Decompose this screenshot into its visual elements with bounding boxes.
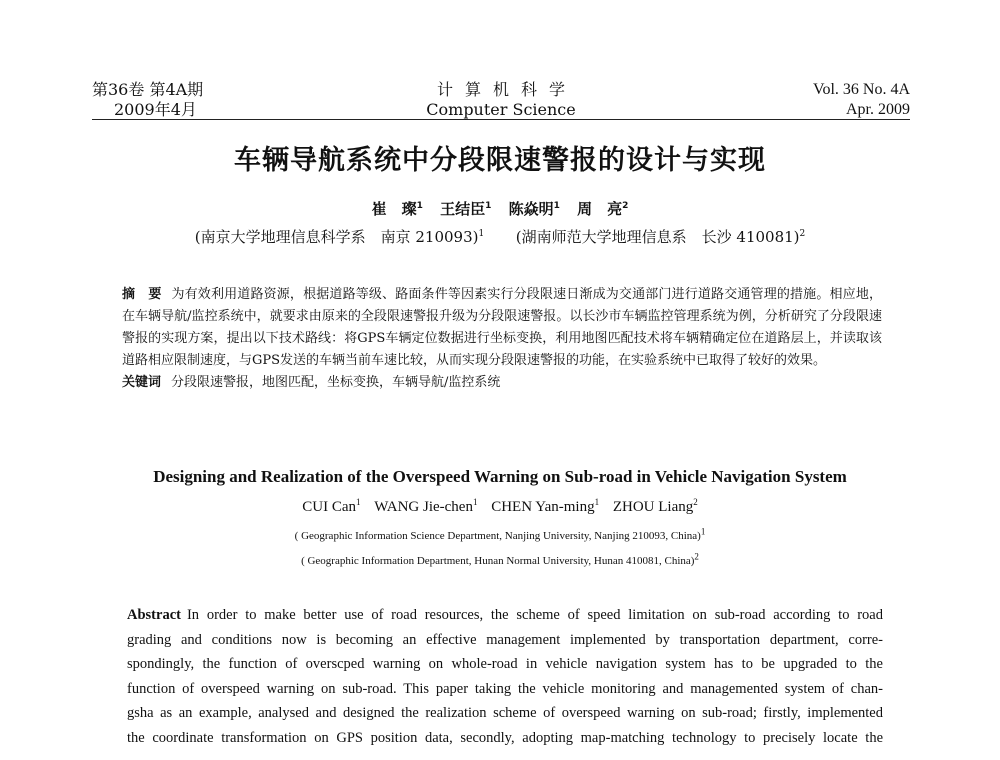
author-cn: 陈焱明$^1$ [508, 200, 560, 218]
paper-title-en: Designing and Realization of the Overspeed Warning on Sub-road in Vehicle Navigation System [153, 467, 847, 486]
paper-title-cn: 车辆导航系统中分段限速警报的设计与实现 [234, 145, 766, 176]
abstract-en-line: gsha as an example, analysed and designed the realization scheme of overspeed warning on sub-road; firstly, implemented [127, 705, 883, 721]
abstract-en-line: function of overspeed warning on sub-road. This paper taking the vehicle monitoring and managemented system of chan- [127, 680, 883, 697]
journal-name-cn: 计算机科学 [436, 80, 577, 99]
author-cn: 崔 璨$^1$ [371, 200, 423, 218]
abstract-en-line: Abstract In order to make better use of road resources, the scheme of speed limitation on sub-road according to road [127, 607, 883, 623]
abstract-en-line: the coordinate transformation on GPS position data, secondly, adopting map-matching technology to precisely locate the [127, 729, 883, 746]
author-en: CUI Can$^1$ [302, 497, 361, 515]
keywords-cn [122, 372, 882, 394]
volume-issue-en: Vol. 36 No. 4A [812, 81, 910, 98]
affiliations-cn [0, 226, 1000, 247]
header-rule [92, 119, 910, 120]
publication-date-en: Apr. 2009 [846, 101, 910, 118]
abstract-en-line: grading and conditions now is becoming an effective management implemented by transportation department, corre- [127, 631, 883, 648]
header-center [92, 80, 910, 120]
abstract-cn [122, 284, 882, 394]
affiliation-cn: (南京大学地理信息科学系 南京 210093)$^1$ [194, 228, 485, 246]
abstract-cn-label: 摘 要 [122, 287, 162, 302]
author-cn: 周 亮$^2$ [577, 200, 629, 218]
keywords-cn-label: 关键词 [122, 375, 162, 390]
publication-date-cn: 2009年4月 [114, 100, 197, 119]
abstract-cn-text: 为有效利用道路资源，根据道路等级、路面条件等因素实行分段限速日渐成为交通部门进行道路交通管理的措施。相应地，在车辆导航/监控系统中，就要求由原来的全段限速警报升级为分段限速警报。以长沙市车辆监控管理系统为例，分析研究了分段限速警报的实现方案，提出以下技术路线：将GPS车辆定位数据进行坐标变换，利用地图匹配技术将车辆精确定位在道路层上，并读取该道路相应限制速度，与GPS发送的车辆当前车速比较，从而实现分段限速警报的功能，在实验系统中已取得了较好的效果。 [122, 287, 882, 368]
author-en: WANG Jie-chen$^1$ [374, 497, 478, 515]
journal-name-en: Computer Science [426, 100, 576, 119]
author-en: CHEN Yan-ming$^1$ [491, 497, 600, 515]
abstract-en-line: spondingly, the function of overscped warning on whole-road in vehicle navigation system has to be upgraded to the [127, 656, 883, 672]
header-right [813, 80, 910, 120]
abstract-cn-body [122, 284, 882, 372]
abstract-en [127, 603, 883, 750]
keywords-cn-text: 分段限速警报，地图匹配，坐标变换，车辆导航/监控系统 [171, 375, 501, 390]
author-list-cn [0, 198, 1000, 219]
author-en: ZHOU Liang$^2$ [612, 497, 698, 515]
abstract-en-label: Abstract [127, 607, 181, 623]
journal-header [92, 80, 910, 120]
volume-issue: 第36卷 第4A期 [92, 80, 204, 99]
author-cn: 王结臣$^1$ [440, 200, 492, 218]
author-list-en [0, 499, 1000, 516]
affiliation-en: ( Geographic Information Science Department, Nanjing University, Nanjing 210093, China)$^1$ [294, 526, 706, 542]
affiliation-cn: (湖南师范大学地理信息系 长沙 410081)$^2$ [515, 228, 806, 246]
affiliation-en: ( Geographic Information Department, Hunan Normal University, Hunan 410081, China)$^2$ [301, 551, 699, 567]
